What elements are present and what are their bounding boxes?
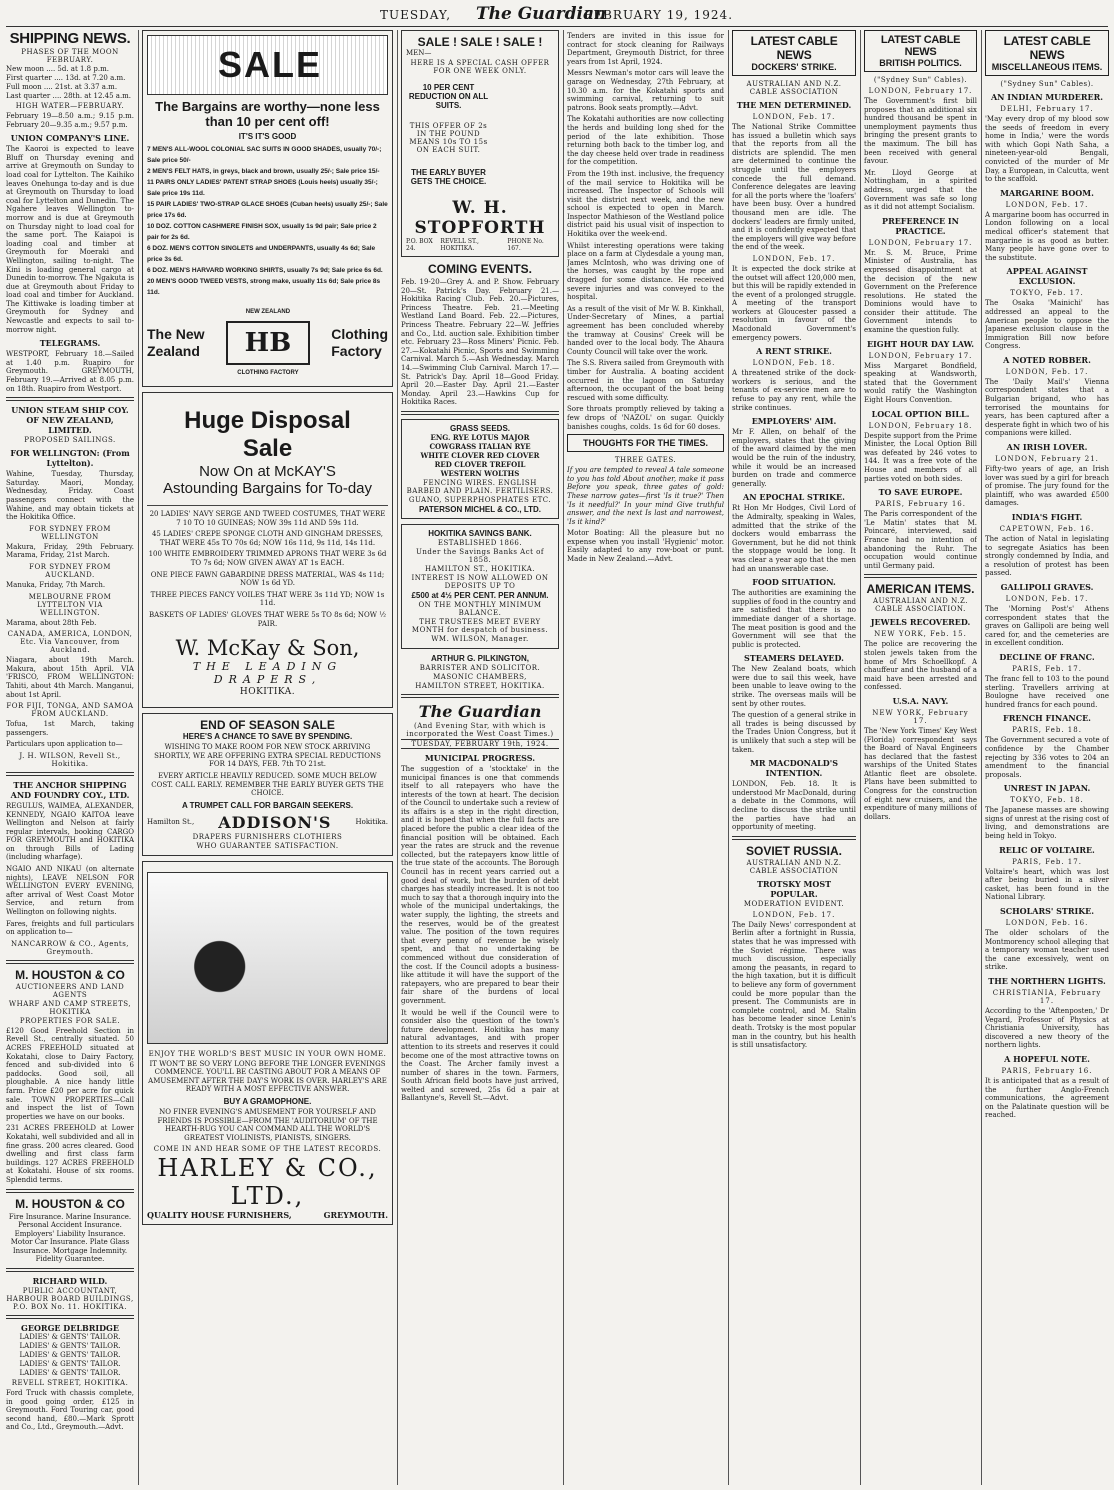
masthead	[6, 4, 1108, 27]
american-items-head: AMERICAN ITEMS.	[866, 582, 975, 597]
houston-text: £120 Good Freehold Section in Revell St., centrally situated. 50 ACRES FREEHOLD situated at Kokatahi, close to Dairy Factory, fenced and sub-divided into 6 paddocks. Good soil, all ploughable. A nice handy little farm. Price £20 per acre for quick sale. TOWN PROPERTIES—Call and inspect the list of Town properties we have on our books.	[6, 1026, 134, 1121]
mckay-drapers: THE LEADING DRAPERS,	[192, 660, 343, 687]
grass-row: WESTERN WOLTHS	[440, 468, 520, 478]
save-europe-head: TO SAVE EUROPE.	[878, 487, 963, 498]
rent-strike: A RENT STRIKE.	[756, 346, 832, 357]
soviet-russia-head: SOVIET RUSSIA.	[745, 843, 843, 858]
harley-sub: QUALITY HOUSE FURNISHERS,	[147, 1210, 292, 1221]
steamers-delayed: STEAMERS DELAYED.	[744, 653, 844, 664]
high-water-head: HIGH WATER—FEBRUARY.	[15, 102, 125, 110]
anchor-text: REGULUS, WAIMEA, ALEXANDER, KENNEDY, NGAIO KAITOA leave Wellington and Nelson at fairly regular intervals, booking CARGO FOR GREYMOUTH and HOKITIKA on through Bills of Lading (including wharfage).	[6, 801, 134, 862]
savings-rate: £500 at 4½ PER CENT. PER ANNUM.	[411, 590, 549, 600]
cable-text: A margarine boom has occurred in London following on a local medical officer's statement that margarine is as good as butter. Many people have gone over to the substitute.	[985, 210, 1109, 262]
local-intro: Tenders are invited in this issue for contract for stock cleaning for Railways Department, Greymouth District, for three years from 1st April, 1924.	[567, 32, 724, 66]
anchor-agent: NANCARROW & CO., Agents, Greymouth.	[10, 939, 130, 956]
mckay-item: 20 LADIES' NAVY SERGE AND TWEED COSTUMES, THAT WERE 7 10 TO 10 GUINEAS; NOW 39s 11d AND 59s 11d.	[149, 510, 386, 527]
delbridge-line: LADIES' & GENTS' TAILOR.	[19, 1342, 121, 1351]
thoughts-after: Motor Boating: All the pleasure but no expense when you install 'Hygienic' motor. Easily adapted to any row-boat or punt. Made in New Zealand.—Advt.	[567, 529, 724, 564]
usc-sydney-wgtn-text: Makura, Friday, 29th February. Marama, Friday, 21st March.	[6, 542, 134, 560]
harley-name: HARLEY & CO., LTD.,	[157, 1154, 378, 1211]
stopforth-early: THE EARLY BUYER GETS THE CHOICE.	[410, 168, 487, 186]
dateline: PARIS, Feb. 17.	[1012, 664, 1082, 673]
dateline: TOKYO, Feb. 17.	[1010, 289, 1084, 298]
dockers-strike-head: DOCKERS' STRIKE.	[751, 62, 837, 72]
grass-seeds-advert	[401, 419, 559, 519]
cable-text: The New Zealand boats, which were due to sail this week, have been unable to leave owing to the strike. The overseas mails will be sent by other routes.	[732, 665, 856, 708]
sale-logo: SALE	[147, 35, 388, 95]
sale-item: 11 PAIRS ONLY LADIES' PATENT STRAP SHOES (Louis heels) usually 35/-; Sale price 19s 11d.	[147, 179, 378, 197]
harley-town: GREYMOUTH.	[323, 1210, 388, 1221]
houston-text-2: 231 ACRES FREEHOLD at Lower Kokatahi, well subdivided and all in fine grass. 200 acres cleared. Good dwelling and first class farm buildings. 127 ACRES FREEHOLD at Kokatahi. House of six rooms. Splendid terms.	[6, 1124, 134, 1184]
cable-text: LONDON, Feb. 18. It is understood Mr MacDonald, during a debate in the Commons, will decline to discuss the strike until the parties have had an opportunity of meeting.	[732, 780, 856, 832]
savings-bank-advert	[401, 524, 559, 649]
cable-text: The Daily News' correspondent at Berlin after a fortnight in Russia, states that he was impressed with the Soviet régime. There was much discussion, especially among the peasants, in regard to the high taxation, but it is difficult to believe any form of government could be more popular than the present. The Communists are in complete control, and M. Stalin has become leader since Lenin's death. Trotsky is the most popular man in the country, but his health is still unsatisfactory.	[732, 920, 856, 1050]
savings-min: ON THE MONTHLY MINIMUM BALANCE.	[418, 600, 542, 617]
shipping-title: SHIPPING NEWS.	[9, 30, 131, 47]
scholars-head: SCHOLARS' STRIKE.	[999, 906, 1095, 917]
grass-firm: PATERSON MICHEL & CO., LTD.	[418, 504, 542, 514]
thoughts-sub: THREE GATES.	[614, 456, 677, 465]
northern-lights-head: THE NORTHERN LIGHTS.	[988, 976, 1106, 986]
wild-title: RICHARD WILD.	[32, 1276, 108, 1287]
cable-text: The Japanese masses are showing signs of unrest at the rising cost of living, and demonstrations are being held in Tokyo.	[985, 806, 1109, 841]
addison-title: END OF SEASON SALE	[200, 718, 335, 733]
gramophone-illustration	[147, 872, 388, 1044]
moon-phase-line: Full moon .... 21st. at 3.37 a.m.	[6, 83, 118, 91]
sale-item: 6 DOZ. MEN'S COTTON SINGLETS and UNDERPANTS, usually 4s 6d; Sale price 3s 6d.	[147, 245, 376, 263]
column-rule	[860, 30, 861, 1485]
finance-head: FRENCH FINANCE.	[1003, 713, 1091, 724]
local-item: Sore throats promptly relieved by taking a few drops of 'NAZOL' on sugar. Quickly banishes coughs, colds. 1s 6d for 60 doses.	[567, 405, 724, 431]
cable-text: The authorities are examining the supplies of food in the country and are satisfied that there is no immediate danger of a shortage. The meat position is good and the Government will see that the public is protected.	[732, 589, 856, 649]
sydney-sun: ("Sydney Sun" Cables).	[1000, 80, 1094, 88]
grass-fencing: FENCING WIRES. ENGLISH BARBED AND PLAIN. FERTILISERS.	[406, 478, 554, 495]
usc-wellington-text: Wahine, Tuesday, Thursday, Saturday. Maori, Monday, Wednesday, Friday. Coast passengers connect with the Wahine, and may obtain tickets at the Hokitika Office.	[6, 470, 134, 522]
cable-text: According to the 'Aftenposten,' Dr Vegard, Professor of Physics at Christiania University, has discovered a new theory of the northern lights.	[985, 1007, 1109, 1050]
cable-text: It is expected the dock strike at the outset will affect 120,000 men, but this will be rapidly extended in the event of a prolonged struggle. A meeting of the transport workers at Gloucester passed a resolution in favour of the Macdonald Government's emergency powers.	[732, 264, 856, 342]
preference-head: PREFERENCE IN PRACTICE.	[882, 215, 959, 236]
houston-props: PROPERTIES FOR SALE.	[19, 1016, 121, 1025]
dateline: LONDON, February 17.	[868, 351, 973, 360]
indian-murderer-head: AN INDIAN MURDERER.	[990, 92, 1104, 102]
india-fight-head: INDIA'S FIGHT.	[1011, 512, 1083, 522]
margarine-head: MARGARINE BOOM.	[1000, 187, 1094, 198]
dateline: PARIS, Feb. 18.	[1012, 726, 1082, 735]
harley-caption: ENJOY THE WORLD'S BEST MUSIC IN YOUR OWN HOME.	[148, 1049, 387, 1058]
column-adverts	[142, 30, 393, 1485]
anchor-text-2: NGAIO AND NIKAU (on alternate nights), LEAVE NELSON FOR WELLINGTON EVERY EVENING, after arrival of West Coast Motor Service, and return from Wellington on following nights.	[6, 865, 134, 917]
delbridge-addr: REVELL STREET, HOKITIKA.	[11, 1379, 129, 1388]
cable-text: The Government's first bill proposes that an additional six hundred thousand be spent in unemployment payments thus bringing the present grants to the maximum. The bill has been received with general favour.	[864, 97, 977, 166]
gallipoli-head: GALLIPOLI GRAVES.	[1000, 581, 1094, 592]
cable-banner	[985, 30, 1109, 76]
cable-text: Mr. S. M. Bruce, Prime Minister of Australia, has expressed disappointment at the decision of the new Government on the Preference resolutions. He stated the Dominions would have to consider their attitude. The Government intends to examine the question fully.	[864, 248, 977, 335]
usc-title: UNION STEAM SHIP COY. OF NEW ZEALAND, LIMITED.	[11, 405, 129, 436]
pilkington-addr: HAMILTON STREET, HOKITIKA.	[415, 681, 545, 690]
cable-banner	[732, 30, 856, 76]
pilkington-name: ARTHUR G. PILKINGTON,	[430, 653, 530, 663]
addison-guarantee: WHO GUARANTEE SATISFACTION.	[196, 841, 339, 850]
stopforth-men: MEN—	[406, 49, 432, 57]
mckay-item: 45 LADIES' CREPE SPONGE CLOTH AND GINGHAM DRESSES, THAT WERE 45s TO 70s 6d; NOW 16s 11d, 9s 11d, 14s 11d.	[151, 530, 384, 547]
food-situation: FOOD SITUATION.	[752, 577, 836, 588]
delbridge-line: LADIES' & GENTS' TAILOR.	[19, 1351, 121, 1360]
stopforth-reduction: 10 PER CENT REDUCTION ON ALL SUITS.	[408, 83, 489, 110]
sale-item: 7 MEN'S ALL-WOOL COLONIAL SAC SUITS IN GOOD SHADES, usually 70/-; Sale price 50/-	[147, 146, 382, 164]
local-item: As a result of the visit of Mr W. B. Kinkhall, Under-Secretary of Mines, a partial agreement has been concluded whereby the tramway at Cousins' Creek will be handed over to the local body. The Ahaura County Council will take over the work.	[567, 304, 724, 356]
cable-text: The police are recovering the stolen jewels taken from the home of Mrs Schoellkopf. A chauffeur and the husband of a maid have been arrested and confessed.	[864, 640, 977, 692]
harley-advert	[142, 861, 393, 1226]
usc-canada: CANADA, AMERICA, LONDON, Etc. Via Vancouver, from Auckland.	[7, 630, 133, 655]
thoughts-title: THOUGHTS FOR THE TIMES.	[583, 438, 708, 449]
cable-assoc: AUSTRALIAN AND N.Z. CABLE ASSOCIATION.	[873, 597, 968, 614]
coming-events-text: Feb. 19-20—Grey A. and P. Show. February 20—St. Patrick's Day. February 21.—Hokitika Racing Club. Feb. 20.—Pictures, Princess Theatre. Feb. 21.—Meeting Westland Land Board. Feb. 22.—Pictures, Princess Theatre. February 22—W. Jeffries and Co., Ltd. auction sale. Exhibition timber etc. February 23—Ross Miners' Picnic. Feb. 27.—Kokatahi Picnic, Sports and Swimming Carnival. March 5.—Ash Wednesday. March 14.—Swimming Club Carnival. March 17.—St. Patrick's Day. April 18—Good Friday. April 20.—Easter Day. April 21.—Easter Monday. April 23.—Hawkins Cup for Hokitika Races.	[401, 278, 559, 407]
voltaire-head: RELIC OF VOLTAIRE.	[999, 844, 1095, 855]
editorial-date: TUESDAY, FEBRUARY 19th, 1924.	[401, 739, 559, 749]
mckay-item: BASKETS OF LADIES' GLOVES THAT WERE 5s TO 8s 6d; NOW ½ PAIR.	[148, 610, 387, 628]
hb-logo: HB	[226, 321, 310, 365]
coming-events-title: COMING EVENTS.	[427, 262, 532, 276]
delbridge-line: LADIES' & GENTS' TAILOR.	[19, 1369, 121, 1378]
stopforth-name: W. H. STOPFORTH	[414, 198, 546, 238]
addison-text: WISHING TO MAKE ROOM FOR NEW STOCK ARRIVING SHORTLY, WE ARE OFFERING EXTRA SPECIAL REDUCTIONS FOR 14 DAYS, FEB. 7th TO 21st.	[154, 743, 381, 769]
dateline: LONDON, Feb. 17.	[1005, 200, 1089, 209]
pilkington-chambers: MASONIC CHAMBERS,	[433, 672, 527, 681]
misc-items-head: MISCELLANEOUS ITEMS.	[991, 62, 1103, 72]
dateline: PARIS, February 16.	[1001, 1066, 1093, 1075]
japan-head: UNREST IN JAPAN.	[1003, 783, 1091, 794]
men-determined: THE MEN DETERMINED.	[736, 100, 852, 110]
dateline: DELHI, February 17.	[1000, 105, 1094, 113]
delbridge-line: LADIES' & GENTS' TAILOR.	[19, 1360, 121, 1369]
editorial-head: MUNICIPAL PROGRESS.	[424, 752, 536, 763]
editorial-sub: (And Evening Star, with which is incorporated the West Coast Times.)	[406, 721, 554, 738]
usc-particulars: Particulars upon application to—	[6, 740, 123, 749]
usc-melbourne: MELBOURNE FROM LYTTELTON VIA WELLINGTON.	[28, 592, 112, 617]
column-rule	[138, 30, 139, 1485]
british-politics-head: BRITISH POLITICS.	[879, 58, 962, 68]
stopforth-phone: PHONE No. 167.	[507, 238, 544, 252]
dateline: CAPETOWN, Feb. 16.	[999, 525, 1095, 533]
cable-text: Fifty-two years of age, an Irish lover was sued by a girl for breach of promise. The jury found for the plaintiff, who was awarded £500 damages.	[985, 465, 1109, 508]
thoughts-banner	[567, 434, 724, 452]
cable-banner-title: LATEST CABLE NEWS	[750, 34, 838, 62]
irish-lover-head: AN IRISH LOVER.	[1006, 442, 1088, 453]
dateline: LONDON, Feb. 17.	[1005, 594, 1089, 603]
dateline: LONDON, February 17.	[868, 87, 973, 95]
addison-trades: DRAPERS FURNISHERS CLOTHIERS	[192, 832, 343, 841]
dateline: LONDON, Feb. 17.	[752, 113, 836, 121]
exclusion-head: APPEAL AGAINST EXCLUSION.	[1006, 266, 1088, 287]
moon-phase-line: First quarter .... 13d. at 7.20 a.m.	[6, 74, 126, 82]
usc-melbourne-text: Marama, about 28th Feb.	[6, 618, 97, 627]
pilkington-title: BARRISTER AND SOLICITOR.	[419, 663, 541, 672]
cable-text: Despite support from the Prime Minister, the Local Option Bill was defeated by 246 votes to 144. It was a free vote of the House and members of all parties voted on both sides.	[864, 431, 977, 483]
mckay-advert	[142, 392, 393, 708]
usc-wellington: FOR WELLINGTON: (From Lyttelton).	[10, 448, 130, 469]
cable-text: Rt Hon Mr Hodges, Civil Lord of the Admiralty, speaking in Wales, admitted that the strike of the dockers would embarrass the Government, but he did not think the stoppage would be long. It was clear a year ago that the men had an unanswerable case.	[732, 504, 856, 573]
cable-text: The action of Natal in legislating to segregate Asiatics has been strongly condemned by India, and a resolution of protest has been passed.	[985, 535, 1109, 578]
telegrams-text: WESTPORT, February 18.—Sailed at 1.40 p.m. Ruapiro for Greymouth. GREYMOUTH, February 19.—Arrived at 8.05 p.m. on 18th. Ruapiro from Westport.	[6, 350, 134, 393]
grass-row: RED CLOVER TREFOIL	[434, 459, 526, 469]
usc-proposed: PROPOSED SAILINGS.	[24, 436, 116, 445]
hb-clothing-banner: The New Zealand NEW ZEALAND HB CLOTHING FACTORY Clothing Factory	[147, 309, 388, 376]
sale-item: 2 MEN'S FELT HATS, in greys, black and brown, usually 25/-; Sale price 15/-	[147, 168, 380, 175]
dateline: LONDON, February 21.	[995, 455, 1099, 464]
sale-item: 20 MEN'S GOOD TWEED VESTS, strong make, usually 11s 6d; Sale price 8s 11d.	[147, 278, 381, 296]
thoughts-poem: If you are tempted to reveal A tale someone to you has told About another, make it pass Before you speak, three gates of gold: These narrow gates—first 'Is it true?' Then 'Is it needful?' In your mind Give truthful answer, and the next Is last and narrowest, 'Is it kind?'	[567, 466, 724, 526]
mckay-astounding: Astounding Bargains for To-day	[162, 480, 373, 497]
dateline: PARIS, Feb. 17.	[1012, 857, 1082, 866]
dateline: LONDON, Feb. 16.	[1005, 919, 1089, 928]
grass-guano: GUANO, SUPERPHOSPHATES ETC.	[408, 495, 552, 504]
addison-chance: HERE'S A CHANCE TO SAVE BY SPENDING.	[182, 732, 353, 742]
local-item: Messrs Newman's motor cars will leave the garage on Wednesday, 27th February, at 10.30 a.m. for the Kokatahi sports and swimming carnival, returning to suit patrons. Book seats promptly.—Advt.	[567, 69, 724, 112]
delbridge-line: LADIES' & GENTS' TAILOR.	[19, 1333, 121, 1342]
local-item: From the 19th inst. inclusive, the frequency of the mail service to Hokitika will be increased. The Inspector of Schools will visit the district next week, and the new school is expected to open in March. Inspector Mathieson of the Westland police district paid his usual visit of inspection to Hokitika over the week-end.	[567, 169, 724, 239]
cable-banner-title: LATEST CABLE NEWS	[880, 34, 961, 58]
stopforth-offer: THIS OFFER OF 2s IN THE POUND MEANS 10s TO 15s ON EACH SUIT.	[409, 122, 488, 154]
cable-text: The question of a general strike in all trades is being discussed by the Trades Union Congress, but it is unlikely that such a step will be taken.	[732, 711, 856, 754]
usc-canada-text: Niagara, about 19th March. Makura, about 15th April. VIA 'FRISCO, FROM WELLINGTON: Tahiti, about 4th March. Manganui, about 1st April.	[6, 656, 134, 699]
cable-text: The Paris correspondent of the 'Le Matin' states that M. Poincaré, interviewed, said France had no intention of abandoning the Ruhr. The occupation would continue until Germany paid.	[864, 510, 977, 570]
stopforth-advert	[401, 30, 559, 257]
harley-text-2: NO FINER EVENING'S AMUSEMENT FOR YOURSELF AND FRIENDS IS POSSIBLE—FROM THE 'AUDITORIUM' OF THE HEARTH-RUG YOU CAN COMMAND ALL THE WORLD'S GREATEST VIOLINISTS, PIANISTS, SINGERS.	[157, 1108, 378, 1142]
usa-navy-head: U.S.A. NAVY.	[892, 695, 949, 706]
dateline: LONDON, Feb. 17.	[1005, 367, 1089, 376]
cable-text: A threatened strike of the dock-workers is serious, and the tenants of ex-service men are to refuse to pay any rent, while the strike continues.	[732, 369, 856, 412]
usc-agent: J. H. WILSON, Revell St., Hokitika.	[19, 751, 121, 768]
column-cable-politics	[864, 30, 977, 1485]
savings-trustees: THE TRUSTEES MEET EVERY MONTH for despatch of business.	[411, 617, 549, 634]
cable-text: The National Strike Committee has issued a bulletin which says that the reports from all the districts are splendid. The men are determined to continue the struggle until the employers concede the full demand. Conference delegates are leaving for all the ports where the 'loafers' have been busy. Over a hundred thousand men are idle. The dockers' leaders are firmly united, and it is confidently expected that the employers will give way before the end of the week.	[732, 123, 856, 252]
harley-come: COME IN AND HEAR SOME OF THE LATEST RECORDS.	[153, 1145, 382, 1154]
savings-addr: HAMILTON ST., HOKITIKA.	[424, 564, 536, 573]
houston-addr: WHARF AND CAMP STREETS, HOKITIKA	[8, 999, 132, 1016]
editorial-text: The suggestion of a 'stocktake' in the municipal finances is one that commends itself to all ratepayers who have the interests of the town at heart. The decision of the Council to undertake such a review of its affairs is a step in the right direction, and it is hoped that when the full facts are placed before the public a clear idea of the financial position will be obtained. Each year the rates are struck and the revenue collected, but the ratepayers know little of the true state of the accounts. The Borough Council has in recent years carried out a good deal of work, but the burden of debt charges has steadily increased. It is not too much to say that a thorough inquiry into the whole of the municipal undertakings, the water supply, the lighting, the streets and the reserves, would be of the greatest value. The position of the town requires that every penny of revenue be wisely spent, and that no undertaking be commenced without due consideration of the cost. If the Council adopts a business-like attitude it will have the support of the ratepayers, who are prepared to bear their fair share of the burdens of local government.	[401, 764, 559, 1005]
usc-fiji-text: Tofua, 1st March, taking passengers.	[6, 720, 134, 737]
sale-item: 6 DOZ. MEN'S HARVARD WORKING SHIRTS, usually 7s 9d; Sale price 6s 6d.	[147, 267, 383, 274]
column-rule	[563, 30, 564, 1485]
mckay-item: ONE PIECE FAWN GABARDINE DRESS MATERIAL, WAS 4s 11d; NOW 1s 6d YD.	[150, 570, 385, 588]
cable-assoc: AUSTRALIAN AND N.Z. CABLE ASSOCIATION	[746, 80, 842, 96]
usc-fiji: FOR FIJI, TONGA, AND SAMOA FROM AUCKLAND.	[6, 702, 134, 719]
mckay-now-on: Now On at McKAY'S	[199, 463, 336, 480]
anchor-fares: Fares, freights and full particulars on application to—	[6, 919, 134, 937]
sydney-sun: ("Sydney Sun" Cables).	[873, 76, 968, 84]
union-line-head: UNION COMPANY'S LINE.	[10, 133, 130, 144]
cable-text: Voltaire's heart, which was lost after being buried in a silver casket, has been found in the National Library.	[985, 867, 1109, 902]
wild-text: PUBLIC ACCOUNTANT, HARBOUR BOARD BUILDINGS, P.O. BOX No. 11. HOKITIKA.	[6, 1287, 134, 1312]
grass-row: COWGRASS ITALIAN RYE	[429, 441, 531, 451]
its-good-logo: IT'S IT'S GOOD	[238, 132, 297, 141]
column-notices	[401, 30, 559, 1485]
cable-text: The 'Daily Mail's' Vienna correspondent states that a Bulgarian brigand, who has terrorised the mountains for years, has been captured after a desperate fight in which two of his companions were killed.	[985, 377, 1109, 438]
epochal-strike: AN EPOCHAL STRIKE.	[743, 492, 845, 503]
cable-text: The franc fell to 103 to the pound sterling. Travellers arriving at Boulogne have received one hundred francs for each pound.	[985, 674, 1109, 709]
high-water-text: February 19—8.50 a.m.; 9.15 p.m. February 20—9.35 a.m.; 9.57 p.m.	[6, 112, 134, 129]
masthead-date: FEBRUARY 19, 1924.	[584, 8, 734, 22]
local-item: Whilst interesting operations were taking place on a farm at Clydesdale a young man, James McIntosh, who was driving one of the horses, was caught by the rope and dragged for some distance. He received severe injuries and was conveyed to the hospital.	[567, 241, 724, 302]
cable-text: Mr F. Allen, on behalf of the employers, states that the giving of the award claimed by the men would be the ruin of the industry, while it would be an increased burden on trade and commerce generally.	[732, 428, 856, 488]
savings-manager: WM. WILSON, Manager.	[431, 634, 529, 643]
savings-act: Under the Savings Banks Act of 1858.	[416, 547, 544, 564]
anchor-title: THE ANCHOR SHIPPING AND FOUNDRY COY., LTD.	[10, 779, 130, 800]
savings-interest: INTEREST IS NOW ALLOWED ON DEPOSITS UP TO	[411, 573, 549, 590]
usc-sydney-akl-text: Manuka, Friday, 7th March.	[6, 580, 106, 589]
grass-row: WHITE CLOVER RED CLOVER	[420, 450, 540, 460]
column-rule	[397, 30, 398, 1485]
moon-phases-head: PHASES OF THE MOON FEBRUARY.	[21, 48, 119, 64]
dateline: LONDON, Feb. 18.	[752, 359, 836, 368]
robber-head: A NOTED ROBBER.	[1003, 354, 1091, 365]
cable-text: The Government secured a vote of confidence by the Chamber rejecting by 336 votes to 204 an amendment to the financial proposals.	[985, 736, 1109, 779]
mckay-town: HOKITIKA.	[239, 687, 296, 698]
dateline: PARIS, February 16.	[875, 500, 966, 509]
addison-advert	[142, 713, 393, 856]
eight-hour-head: EIGHT HOUR DAY LAW.	[866, 338, 975, 349]
union-line-text: The Kaoroi is expected to leave Bluff on Thursday evening and arrive at Greymouth on Sunday to load coal for Lyttelton. The Kaihiko leaves Onehunga to-day and is due at Greymouth on Thursday to load coal for Lyttelton and Dunedin. The Ngahere leaves Wellington to-morrow and is due at Greymouth on Thursday night to load coal for the same port. The Kaiapoi is loading coal and timber at Greymouth for Moeraki and Wellington, sailing to-night. The Kini is loading general cargo at Dunedin to-morrow. The Ngakuta is due at Greymouth about Friday to load coal and timber for Auckland. The Kittiwake is loading timber at Greymouth for Sydney and Newcastle and expects to sail to-morrow night.	[6, 145, 134, 334]
dateline: LONDON, February 17.	[868, 238, 973, 247]
mckay-item: 100 WHITE EMBROIDERY TRIMMED APRONS THAT WERE 3s 6d TO 7s 6d; NOW GIVEN AWAY AT 1s EACH.	[148, 550, 387, 567]
addison-text-2: EVERY ARTICLE HEAVILY REDUCED. SOME MUCH BELOW COST. CALL EARLY. REMEMBER THE EARLY BUYER GETS THE CHOICE.	[151, 771, 384, 798]
column-local-news	[567, 30, 724, 1485]
editorial-text-2: It would be well if the Council were to consider also the question of the town's future development. Hokitika has many natural advantages, and with proper attention to its streets and reserves it could become one of the most attractive towns on the Coast. The Archer family invest a number of shares in the town. Farmers, South African field boots have just arrived, welted and screwed, 25s 6d a pair at Ballantyne's, Revell St.—Advt.	[401, 1008, 559, 1103]
addison-name: ADDISON'S	[218, 812, 332, 832]
stopforth-box: P.O. BOX 24.	[406, 238, 433, 252]
mckay-huge: Huge Disposal	[184, 407, 351, 434]
macdonald-intention: MR MACDONALD'S INTENTION.	[750, 758, 838, 779]
stopforth-sale: SALE ! SALE ! SALE !	[417, 35, 543, 49]
houston-insurance: Fire Insurance. Marine Insurance. Personal Accident Insurance. Employers' Liability Insurance. Motor Car Insurance. Plate Glass Insurance. Mortgage Indemnity. Fidelity Guarantee.	[8, 1212, 132, 1264]
cable-banner	[864, 30, 977, 72]
local-item: The S.S. Rivera sailed from Greymouth with timber for Australia. A boating accident occurred in the lagoon on Saturday afternoon, the occupant of the boat being rescued with some difficulty.	[567, 359, 724, 402]
sale-item: 10 DOZ. COTTON CASHMERE FINISH SOX, usually 1s 9d pair; Sale price 2 pair for 2s 6d.	[147, 223, 377, 241]
dateline: NEW YORK, Feb. 15.	[874, 630, 967, 639]
moon-phase-line: Last quarter .... 28th. at 12.45 a.m.	[6, 92, 132, 100]
addison-street: Hamilton St.,	[147, 818, 195, 827]
cable-text: The Osaka 'Mainichi' has addressed an appeal to the American people to oppose the Japanese exclusion clause in the Immigration Bill now before Congress.	[985, 299, 1109, 351]
column-cable-misc	[985, 30, 1109, 1485]
savings-est: ESTABLISHED 1866.	[437, 538, 523, 547]
dateline: TOKYO, Feb. 18.	[1010, 796, 1084, 805]
column-shipping	[6, 30, 134, 1485]
sale-item: 15 PAIR LADIES' TWO-STRAP GLACE SHOES (Cuban heels) usually 25/-; Sale price 17s 6d.	[147, 201, 388, 219]
cable-text: The 'New York Times' Key West (Florida) correspondent says the Board of Naval Engineers has declared that the fastest warships of the United States Atlantic fleet are obsolete. Plans have been submitted to Congress for the construction of eight new cruisers, and the expenditure of many millions of dollars.	[864, 726, 977, 821]
hopeful-note-head: A HOPEFUL NOTE.	[1004, 1053, 1090, 1064]
usc-sydney-akl: FOR SYDNEY FROM AUCKLAND.	[29, 562, 111, 579]
cable-text: Mr. Lloyd George at Nottingham, in a spirited address, urged that the Government was safe so long as it did not attempt Socialism.	[864, 168, 977, 212]
savings-title: HOKITIKA SAVINGS BANK.	[428, 528, 532, 538]
cable-text: Miss Margaret Bondfield, speaking at Wandsworth, stated that the Government would ratify the Washington Eight Hours Convention.	[864, 361, 977, 405]
masthead-paper-title: The Guardian	[476, 4, 607, 24]
dateline: LONDON, Feb. 17.	[752, 254, 836, 263]
cable-text: The 'Morning Post's' Athens correspondent states that the graves on Gallipoli are being well cared for, and the cemeteries are in excellent condition.	[985, 604, 1109, 648]
column-rule	[981, 30, 982, 1485]
dateline: LONDON, Feb. 17.	[752, 910, 836, 919]
masthead-day: TUESDAY,	[380, 8, 452, 22]
editorial-paper-title: The Guardian	[418, 701, 542, 721]
local-option-head: LOCAL OPTION BILL.	[871, 408, 970, 419]
delbridge-title: GEORGE DELBRIDGE	[21, 1323, 119, 1334]
houston-title: M. HOUSTON & CO	[15, 967, 125, 982]
local-item: The Kokatahi authorities are now collecting the herds and building long shed for the period of the late exhibition. Those returning both back to the timber log, and the day cheese held over trade in readiness for the competition.	[567, 115, 724, 167]
moderation-head: MODERATION EVIDENT.	[743, 899, 845, 908]
stopforth-street: REVELL ST., HOKITIKA.	[440, 238, 479, 252]
trotsky-head: TROTSKY MOST POPULAR.	[756, 878, 832, 899]
cable-assoc: AUSTRALIAN AND N.Z. CABLE ASSOCIATION	[746, 858, 842, 875]
cable-banner-title: LATEST CABLE NEWS	[1003, 34, 1091, 62]
grass-row: ENG. RYE LOTUS MAJOR	[430, 432, 530, 442]
ford-advert: Ford Truck with chassis complete, in good going order, £125 in Greymouth. Ford Touring car, good second hand, £80.—Mark Sprott and Co., Ltd., Greymouth.—Advt.	[6, 1389, 134, 1432]
mckay-sale: Sale	[242, 435, 293, 462]
cable-text: The older scholars of the Montmorency school alleging that a temporary woman teacher used the cane excessively, went on strike.	[985, 929, 1109, 972]
jewels-head: JEWELS RECOVERED.	[870, 617, 971, 628]
mckay-name: W. McKay & Son,	[175, 636, 360, 661]
employers-aim: EMPLOYERS' AIM.	[751, 416, 837, 427]
bargains-headline: The Bargains are worthy—none less than 10 per cent off!	[155, 99, 380, 129]
column-cable-dockers	[732, 30, 856, 1485]
dateline: LONDON, February 18.	[868, 421, 973, 430]
usc-sydney-wgtn: FOR SYDNEY FROM WELLINGTON	[29, 524, 111, 541]
harley-text: IT WON'T BE SO VERY LONG BEFORE THE LONGER EVENINGS COMMENCE. YOU'LL BE CASTING ABOUT FOR A MEANS OF AMUSEMENT AFTER THE DAY'S WORK IS OVER. HARLEY'S ARE READY WITH A MOST EFFECTIVE ANSWER.	[148, 1059, 387, 1094]
grass-seeds-title: GRASS SEEDS.	[449, 423, 510, 433]
addison-trumpet: A TRUMPET CALL FOR BARGAIN SEEKERS.	[181, 800, 354, 810]
moon-phase-line: New moon .... 5d. at 1.8 p.m.	[6, 65, 109, 73]
houston-sub: AUCTIONEERS AND LAND AGENTS	[15, 982, 125, 999]
stopforth-here: HERE IS A SPECIAL CASH OFFER FOR ONE WEEK ONLY.	[410, 59, 550, 75]
sale-advert	[142, 30, 393, 387]
column-rule	[728, 30, 729, 1485]
franc-head: DECLINE OF FRANC.	[999, 651, 1095, 662]
cable-text: It is anticipated that as a result of the further Anglo-French communications, the agreement on the Palatinate question will be reached.	[985, 1076, 1109, 1120]
houston-title-2: M. HOUSTON & CO	[15, 1196, 125, 1211]
harley-buy: BUY A GRAMOPHONE.	[223, 1097, 312, 1107]
dateline: CHRISTIANIA, February 17.	[992, 989, 1102, 1005]
addison-town: Hokitika.	[355, 818, 388, 827]
dateline: NEW YORK, February 17.	[872, 708, 969, 725]
telegrams-head: TELEGRAMS.	[39, 338, 101, 349]
cable-text: 'May every drop of my blood sow the seeds of freedom in every home in India,' were the words with which Gopi Nath Saha, a nineteen-year-old Bengali, convicted of the murder of Mr Day, a European, in Calcutta, went to the scaffold.	[985, 115, 1109, 184]
mckay-item: THREE PIECES FANCY VOILES THAT WERE 3s 11d YD; NOW 1s 11d.	[150, 590, 385, 608]
